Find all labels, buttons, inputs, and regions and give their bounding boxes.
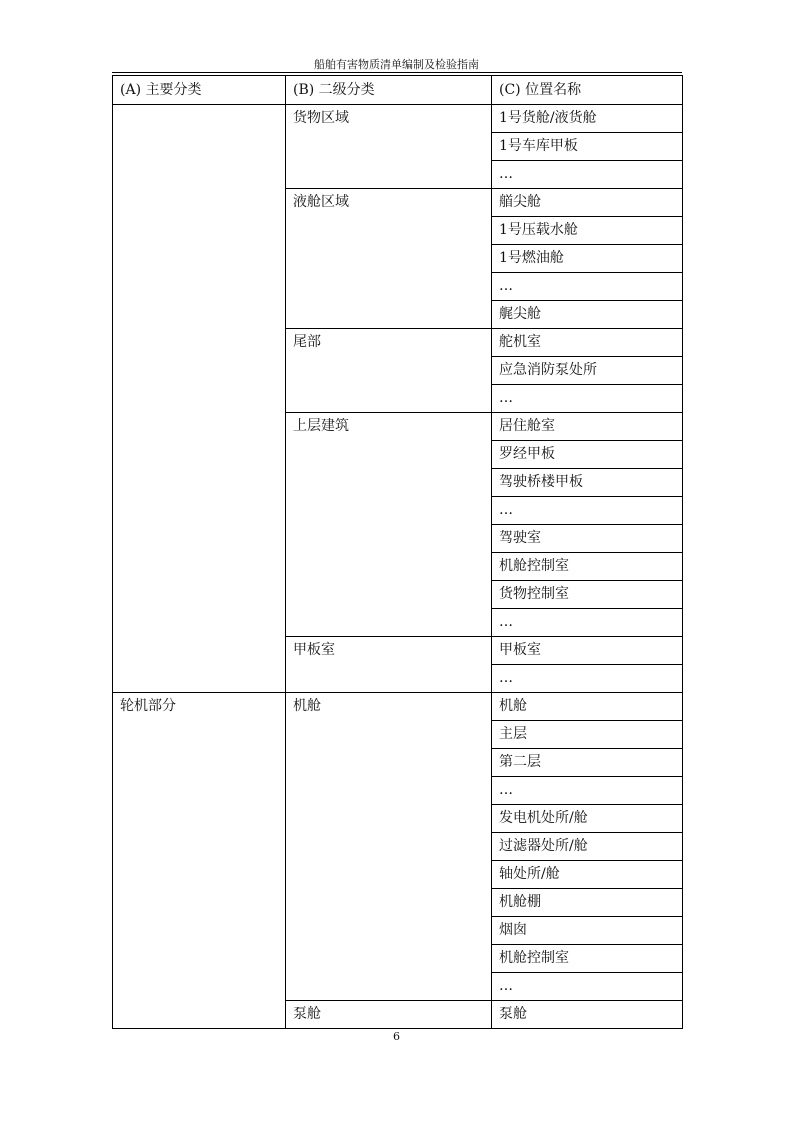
- location-cell: 驾驶室: [492, 525, 683, 553]
- table-header-row: [113, 76, 683, 105]
- location-cell: 舵机室: [492, 329, 683, 357]
- location-cell: 机舱棚: [492, 889, 683, 917]
- column-header-secondary: (B) 二级分类: [286, 76, 492, 105]
- location-cell: 1号货舱/液货舱: [492, 105, 683, 133]
- location-cell: …: [492, 497, 683, 525]
- secondary-category-cell: 机舱: [286, 693, 492, 1001]
- location-cell: 1号压载水舱: [492, 217, 683, 245]
- location-cell: 机舱控制室: [492, 553, 683, 581]
- location-cell: 烟囱: [492, 917, 683, 945]
- secondary-category-cell: 液舱区域: [286, 189, 492, 329]
- location-cell: 泵舱: [492, 1001, 683, 1029]
- location-cell: 过滤器处所/舱: [492, 833, 683, 861]
- table-body: [113, 105, 683, 1029]
- secondary-category-cell: 泵舱: [286, 1001, 492, 1029]
- main-category-cell: 轮机部分: [113, 693, 286, 1029]
- table-row: [113, 693, 683, 721]
- page-number: 6: [393, 1030, 400, 1043]
- page-header-title: 船舶有害物质清单编制及检验指南: [314, 58, 479, 71]
- location-cell: 居住舱室: [492, 413, 683, 441]
- location-cell: …: [492, 385, 683, 413]
- table-row: [113, 105, 683, 133]
- location-table: [112, 75, 683, 1029]
- location-cell: …: [492, 609, 683, 637]
- column-header-main: (A) 主要分类: [113, 76, 286, 105]
- secondary-category-cell: 甲板室: [286, 637, 492, 693]
- location-cell: …: [492, 161, 683, 189]
- header-rule: [112, 72, 682, 73]
- location-cell: …: [492, 273, 683, 301]
- location-cell: 甲板室: [492, 637, 683, 665]
- location-cell: 艉尖舱: [492, 301, 683, 329]
- location-cell: 驾驶桥楼甲板: [492, 469, 683, 497]
- location-cell: …: [492, 777, 683, 805]
- location-cell: 罗经甲板: [492, 441, 683, 469]
- secondary-category-cell: 尾部: [286, 329, 492, 413]
- location-cell: 1号燃油舱: [492, 245, 683, 273]
- location-cell: 第二层: [492, 749, 683, 777]
- location-cell: 应急消防泵处所: [492, 357, 683, 385]
- location-cell: 货物控制室: [492, 581, 683, 609]
- secondary-category-cell: 上层建筑: [286, 413, 492, 637]
- location-cell: 发电机处所/舱: [492, 805, 683, 833]
- location-cell: 主层: [492, 721, 683, 749]
- location-cell: …: [492, 973, 683, 1001]
- location-cell: 1号车库甲板: [492, 133, 683, 161]
- column-header-location: (C) 位置名称: [492, 76, 683, 105]
- location-cell: 艏尖舱: [492, 189, 683, 217]
- location-cell: 机舱控制室: [492, 945, 683, 973]
- main-category-cell: [113, 105, 286, 693]
- secondary-category-cell: 货物区域: [286, 105, 492, 189]
- location-cell: …: [492, 665, 683, 693]
- location-cell: 轴处所/舱: [492, 861, 683, 889]
- location-cell: 机舱: [492, 693, 683, 721]
